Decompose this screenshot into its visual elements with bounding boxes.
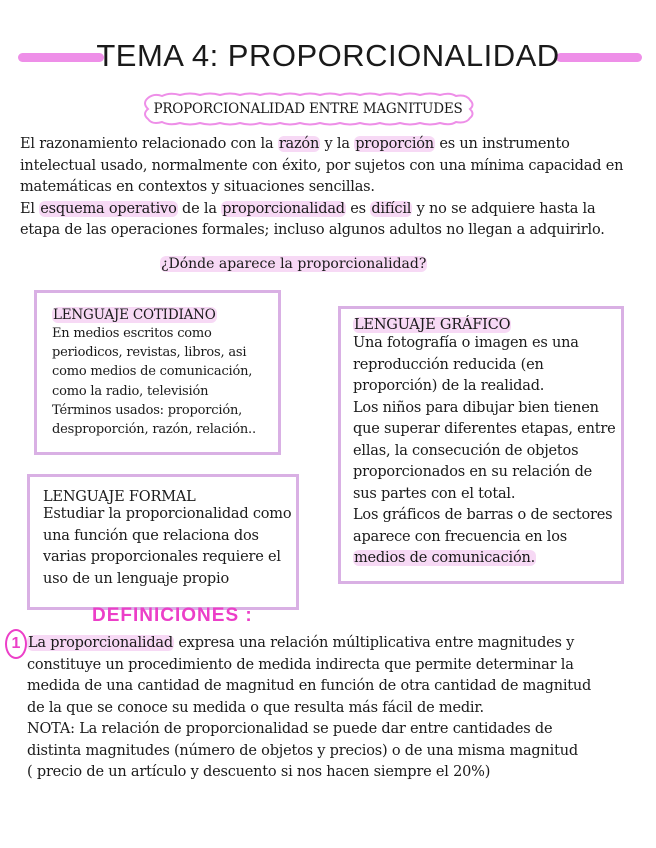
page-title: TEMA 4: PROPORCIONALIDAD (96, 38, 560, 73)
intro-line: El esquema operativo de la proporcionalidad es difícil y no se adquiere hasta la (20, 200, 596, 217)
highlight: razón (278, 136, 320, 152)
box-body: En medios escritos como periodicos, revistas, libros, asi como medios de comunicación, como la radio, televisión Términos usados: proporción, desproporción, razón, relación.. (52, 326, 256, 438)
section-subtitle: PROPORCIONALIDAD ENTRE MAGNITUDES (153, 101, 463, 117)
intro-line: etapa de las operaciones formales; incluso algunos adultos no llegan a adquirirlo. (20, 222, 605, 238)
intro-line: intelectual usado, normalmente con éxito, por sujetos con una mínima capacidad en (20, 157, 624, 174)
definition-number-badge: 1 (5, 629, 27, 659)
highlight: proporción (355, 136, 434, 152)
box-body: Estudiar la proporcionalidad como una función que relaciona dos varias proporcionales requiere el uso de un lenguaje propio (43, 506, 292, 587)
question-heading: ¿Dónde aparece la proporcionalidad? (161, 256, 427, 272)
box-lenguaje-grafico (338, 306, 624, 584)
intro-line: El razonamiento relacionado con la razón y la proporción es un instrumento (20, 136, 570, 152)
intro-line: matemáticas en contextos y situaciones sencillas. (20, 179, 375, 195)
highlight: difícil (371, 200, 412, 217)
intro-text (20, 134, 640, 242)
box-title: LENGUAJE FORMAL (43, 489, 196, 505)
highlight: proporcionalidad (222, 200, 345, 217)
box-title: LENGUAJE COTIDIANO (53, 307, 216, 323)
definitions-heading: DEFINICIONES : (92, 605, 253, 626)
box-lenguaje-formal (27, 474, 299, 610)
box-lenguaje-cotidiano (34, 290, 281, 455)
highlight: esquema operativo (40, 200, 177, 217)
box-title: LENGUAJE GRÁFICO (354, 317, 511, 333)
highlight: La proporcionalidad (28, 635, 173, 651)
definitions-text: La proporcionalidad expresa una relación múltiplicativa entre magnitudes y constituye un procedimiento de medida indirecta que permite determinar la medida de una cantidad de magnitud en función de otra cantidad de magnitud de la que se conoce su medida o que resulta más fácil de medir. NOTA: La relación de proporcionalidad se puede dar entre cantidades de distinta magnitudes (número de objetos y precios) o de una misma magnitud ( precio de un artículo y descuento si nos hacen siempre el 20%) (27, 635, 592, 780)
box-body: Una fotografía o imagen es una reproducción reducida (en proporción) de la realidad. Los niños para dibujar bien tienen que superar diferentes etapas, entre ellas, la consecución de objetos proporcionados en su relación de sus partes con el total. Los gráficos de barras o de sectores aparece con frecuencia en los medios de comunicación. (353, 335, 616, 566)
